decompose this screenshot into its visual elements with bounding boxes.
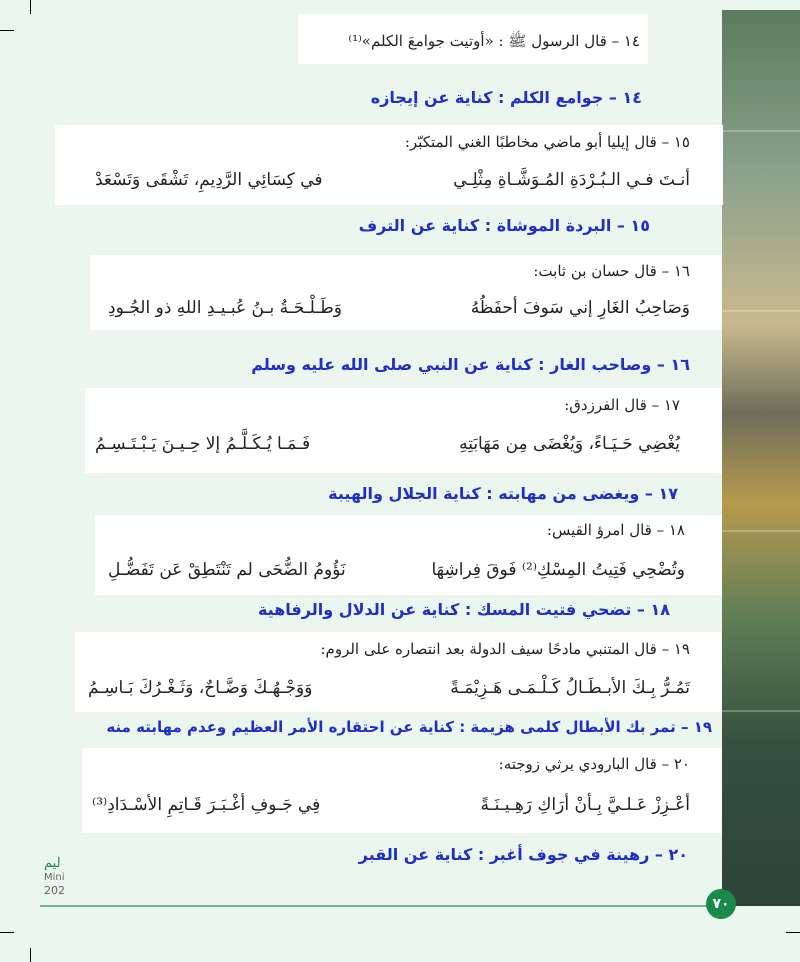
answer-14: ١٤ – جوامع الكلم : كناية عن إيجازه <box>370 88 642 107</box>
footer-rule <box>40 905 725 907</box>
answer-15: ١٥ – البردة الموشاة : كناية عن الترف <box>358 216 650 235</box>
side-text-top: ليم <box>44 856 61 871</box>
answer-17: ١٧ – ويغضى من مهابته : كناية الجلال والهيبة <box>328 484 678 503</box>
crop-mark <box>30 948 31 962</box>
crop-mark <box>30 0 31 14</box>
verse-right-16: وَصَاحِبُ الغَارِ إني سَوفَ أحفَظُهُ <box>470 298 690 318</box>
intro-17: ١٧ – قال الفرزدق: <box>564 396 680 414</box>
page-number: ٧٠ <box>706 889 736 919</box>
verse-left-16: وَطَـلْـحَـةُ بـنُ عُبـيـدِ اللهِ ذو الجُـودِ <box>108 298 342 318</box>
intro-16: ١٦ – قال حسان بن ثابت: <box>533 262 690 280</box>
intro-18: ١٨ – قال امرؤ القيس: <box>546 521 685 539</box>
side-text-mid: Mini <box>44 872 65 883</box>
side-text-bottom: 202 <box>44 884 65 897</box>
verse-right-19: تَمُـرُّ بِـكَ الأبـطَـالُ كَـلْـمَـى هَـزِيْمَـةً <box>450 678 690 698</box>
crop-mark <box>0 932 14 933</box>
answer-20: ٢٠ – رهينة في جوف أغبر : كناية عن القبر <box>358 845 688 864</box>
verse-right-18: وتُضْحِي فَتِيتُ المِسْكِ⁽²⁾ فَوقَ فِراشِهَا <box>431 560 685 580</box>
verse-right-20: أعْـزِزْ عَـلـيَّ بِـأنْ أرَاكِ رَهِـيـنَـةً <box>480 795 690 815</box>
answer-18: ١٨ – تضحي فتيت المسك : كناية عن الدلال والرفاهية <box>257 600 670 619</box>
intro-19: ١٩ – قال المتنبي مادحًا سيف الدولة بعد انتصاره على الروم: <box>320 640 690 658</box>
verse-right-17: يُغْضِي حَـيَـاءً، وَيُغْضَى مِن مَهَابَتِهِ <box>459 434 680 454</box>
verse-left-17: فَـمَـا يُـكَـلَّـمُ إلا حِـيـنَ يَـبْـتَـسِـمُ <box>95 434 311 454</box>
crop-mark <box>786 932 800 933</box>
answer-19: ١٩ – تمر بك الأبطال كلمى هزيمة : كناية عن احتقاره الأمر العظيم وعدم مهابته منه <box>106 718 712 736</box>
decorative-side-image <box>722 10 800 906</box>
verse-left-15: في كِسَائِي الرَّدِيمِ، تَشْقَى وَتَسْعَدْ <box>95 170 323 190</box>
crop-mark <box>0 30 14 31</box>
answer-16: ١٦ – وصاحب الغار : كناية عن النبي صلى الله عليه وسلم <box>251 355 690 374</box>
hadith-line: ١٤ – قال الرسول ﷺ : «أوتيت جوامعَ الكلم»⁽¹⁾ <box>348 32 640 50</box>
intro-15: ١٥ – قال إيليا أبو ماضي مخاطبًا الغني المتكبّر: <box>404 133 690 151</box>
verse-right-15: أنـتَ فـي الـبُـرْدَةِ المُـوَشَّـاةِ مِثْلِـي <box>453 170 690 190</box>
intro-20: ٢٠ – قال البارودي يرثي زوجته: <box>498 755 690 773</box>
verse-left-20: فِي جَـوفِ أغْـبَـرَ قَـاتِمِ الأسْـدَادِ⁽³⁾ <box>92 795 321 815</box>
verse-left-18: نَؤُومُ الضُّحَى لم تَنْتَطِقْ عَن تَفَضُّـلِ <box>108 560 346 580</box>
verse-left-19: وَوَجْـهُـكَ وَضَّـاحٌ، وَثَـغْـرُكَ بَـاسِـمُ <box>88 678 313 698</box>
